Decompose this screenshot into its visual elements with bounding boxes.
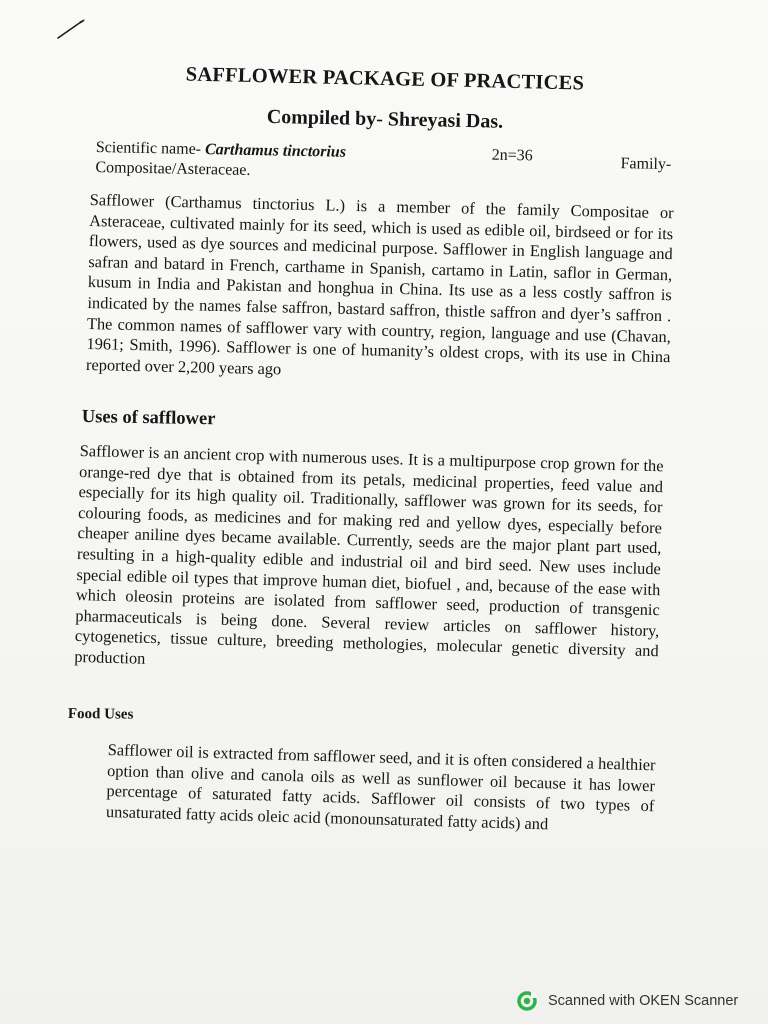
scientific-info [95, 138, 686, 189]
uses-heading: Uses of safflower [81, 407, 216, 430]
intro-paragraph: Safflower (Carthamus tinctorius L.) is a member of the family Compositae or Asteraceae, cultivated mainly for its seed, which is used as edible oil, birdseed or for its flowers, used as dye sources and medicinal purpose. Safflower in English language and safran and batard in French, carthame in Spanish, cartamo in Latin, saflor in German, kusum in India and Pakistan and honghua in China. Its use as a less costly saffron is indicated by the names false saffron, bastard saffron, thistle saffron and dyer’s saffron . The common names of safflower vary with country, region, language and use (Chavan, 1961; Smith, 1996). Safflower is one of humanity’s oldest crops, with its use in China reported over 2,200 years ago [85, 190, 674, 379]
scanner-watermark [516, 990, 738, 1012]
scientific-name: Carthamus tinctorius [204, 141, 347, 161]
family-value: Compositae/Asteraceae. [95, 158, 251, 179]
food-uses-paragraph: Safflower oil is extracted from safflower seed, and it is often considered a healthier option than olive and canola oils as well as sunflower oil because it has lower percentage of saturated fatty acids. Safflower oil consists of two types of unsaturated fatty acids oleic acid (monounsaturated fatty acids) and [105, 740, 656, 834]
food-uses-heading: Food Uses [67, 706, 134, 723]
scanner-watermark-text: Scanned with OKEN Scanner [548, 993, 739, 1009]
oken-scanner-logo-icon [516, 990, 538, 1012]
uses-paragraph: Safflower is an ancient crop with numerous uses. It is a multipurpose crop grown for the orange-red dye that is obtained from its petals, medicinal properties, feed value and especially for its high quality oil. Traditionally, safflower was grown for its seeds, for colouring foods, as medicines and for making red and yellow dyes, especially before cheaper aniline dyes became available. Currently, seeds are the major plant part used, resulting in a high-quality edible and industrial oil and bird seed. New uses include special edible oil types that improve human diet, biofuel , and, because of the ease with which oleosin proteins are isolated from safflower seed, production of transgenic pharmaceuticals is being done. Several review articles on safflower history, cytogenetics, tissue culture, breeding methologies, molecular genetic diversity and production [74, 441, 664, 668]
document-title: SAFFLOWER PACKAGE OF PRACTICES [185, 63, 585, 95]
scientific-name-label: Scientific name- [95, 138, 202, 159]
family-label: Family- [620, 155, 672, 174]
document-author: Compiled by- Shreyasi Das. [266, 105, 504, 133]
chromosome-number: 2n=36 [491, 146, 533, 165]
pen-stroke-mark-icon [56, 18, 88, 40]
